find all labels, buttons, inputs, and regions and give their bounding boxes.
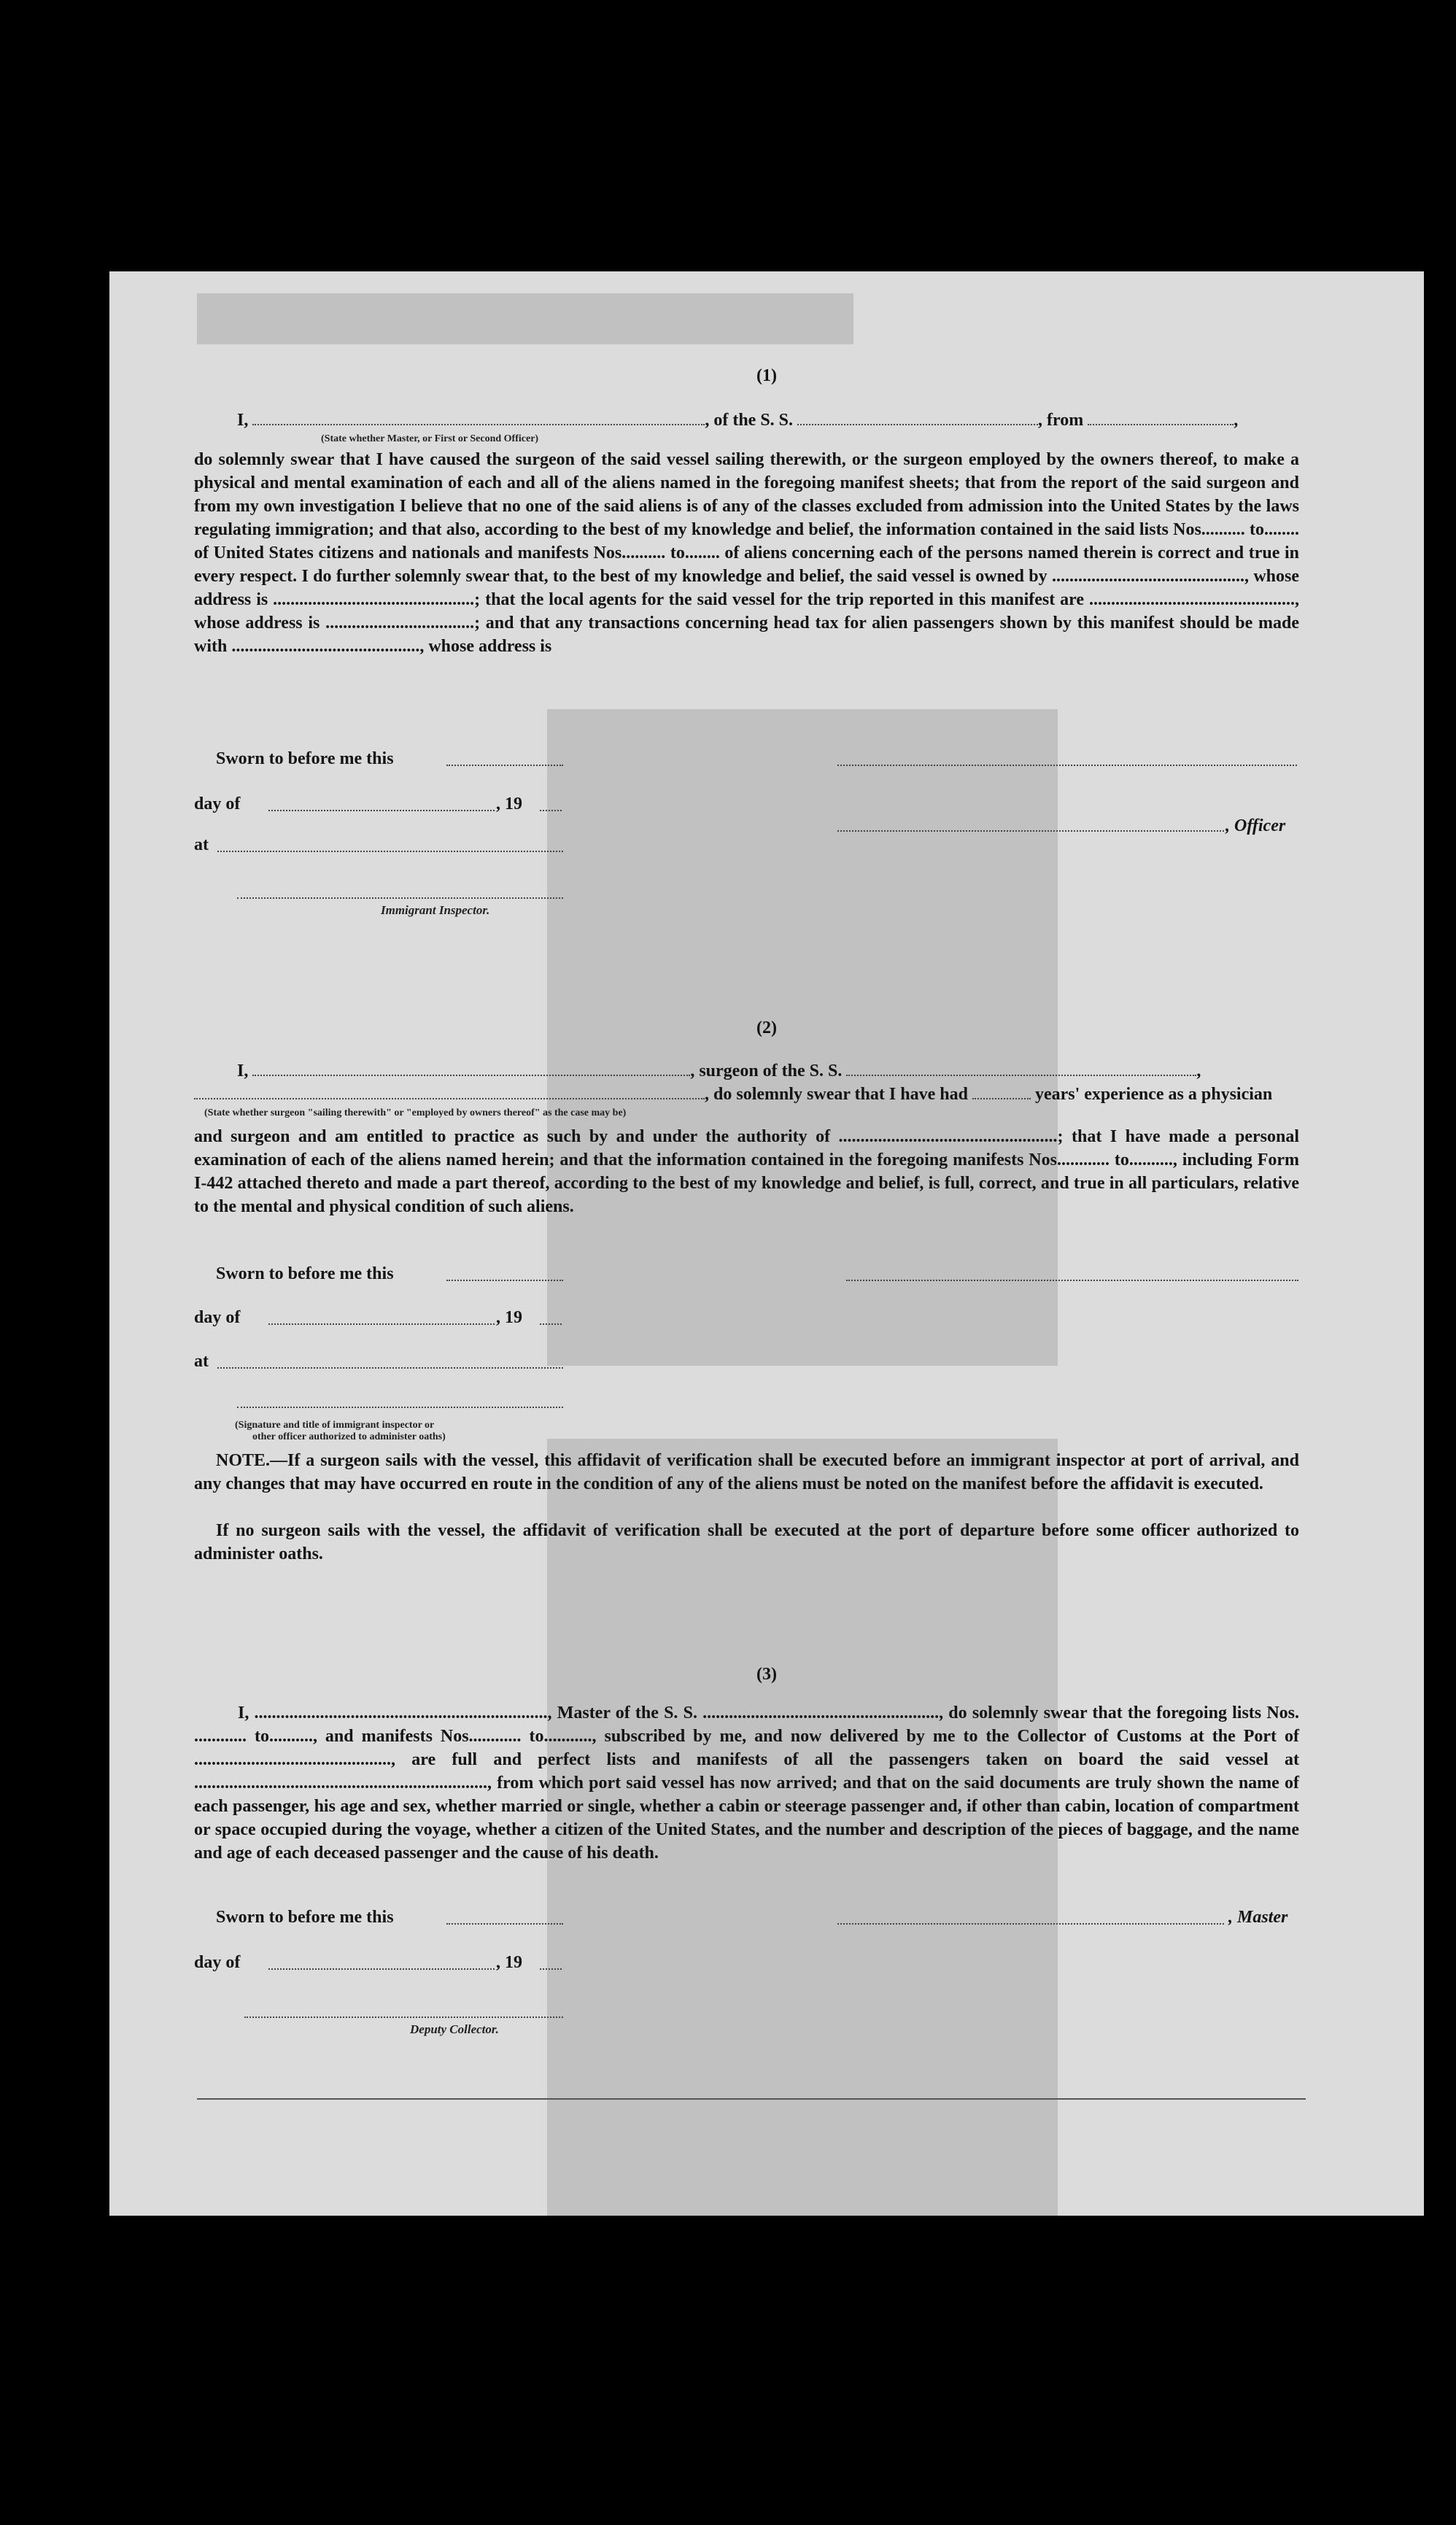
inspector-signature-line-2: [237, 1407, 563, 1408]
at-blank-1: [217, 851, 563, 852]
deputy-collector-label: Deputy Collector.: [410, 2022, 499, 2036]
section-2-line-1: [237, 1059, 1201, 1083]
no-surgeon-note: If no surgeon sails with the vessel, the affidavit of verification shall be executed at the port of departure before some officer authorized to administer oaths.: [194, 1521, 1299, 1563]
signature-caption-2: other officer authorized to administer oaths): [252, 1431, 446, 1442]
sworn-line-3: Sworn to before me this: [216, 1908, 394, 1927]
at-blank-2: [217, 1367, 563, 1369]
sworn-date-blank-3: [446, 1923, 563, 1925]
vessel-name-blank: [797, 409, 1038, 425]
officer-name-blank: [252, 409, 705, 425]
section-3-number: (3): [756, 1665, 777, 1684]
day-of-blank-1: [268, 810, 495, 811]
year-label-1: , 19: [496, 794, 522, 813]
surgeon-ss-label: , surgeon of the S. S.: [690, 1062, 843, 1080]
section-2-line-2: [194, 1083, 1272, 1106]
master-signature-line: [837, 1923, 1224, 1925]
immigrant-inspector-label: Immigrant Inspector.: [381, 903, 490, 917]
section-1-line-1: [237, 409, 1238, 432]
surgeon-vessel-blank: [846, 1060, 1196, 1076]
years-blank: [972, 1083, 1031, 1099]
day-of-blank-2: [268, 1323, 495, 1325]
swear-text: , do solemnly swear that I have had: [705, 1085, 968, 1104]
sworn-line-1: Sworn to before me this: [216, 749, 394, 768]
year-label-3: , 19: [496, 1953, 522, 1972]
officer-signature-line: [837, 765, 1297, 766]
surgeon-caption: (State whether surgeon "sailing therewith" or "employed by owners thereof" as the case may be): [204, 1107, 627, 1118]
from-label: , from: [1038, 411, 1084, 430]
sworn-date-blank-2: [446, 1280, 563, 1281]
section-2-number: (2): [756, 1018, 777, 1037]
surgeon-name-blank: [252, 1060, 690, 1076]
section-2-body: and surgeon and am entitled to practice as such by and under the authority of ..................................................; that I have made a personal examination of each of the aliens named herein; and that the information contained in the foregoing manifests Nos............ to.........., including Form I-442 attached thereto and made a part thereof, according to the best of my knowledge and belief, is full, correct, and true in all particulars, relative to the mental and physical condition of such aliens.: [194, 1127, 1299, 1216]
years-experience-text: years' experience as a physician: [1034, 1085, 1273, 1104]
ss-label: , of the S. S.: [705, 411, 794, 430]
sailing-blank: [194, 1083, 705, 1099]
master-label-text: , Master: [1228, 1908, 1288, 1927]
line-end-comma: ,: [1234, 411, 1239, 430]
collector-signature-line: [244, 2016, 563, 2018]
year-label-2: , 19: [496, 1308, 522, 1327]
signature-caption-1: (Signature and title of immigrant inspector or: [235, 1420, 435, 1431]
surgeon-signature-line: [846, 1280, 1298, 1281]
at-label-1: at: [194, 835, 209, 854]
section-1-number: (1): [756, 366, 777, 385]
sworn-line-2: Sworn to before me this: [216, 1264, 394, 1283]
officer-label-text: , Officer: [1225, 816, 1286, 835]
bleed-through-area: [197, 293, 853, 344]
year-blank-3: [540, 1968, 562, 1970]
i-label: I,: [237, 411, 249, 430]
section-3-body: I, ..................................................................., Master of the S. S. ......................................................, do solemnly swear that the foregoing lists Nos. ............ to.........., and manifests Nos............ to..........., subscribed by me, and now delivered by me to the Collector of Customs at the Port of ............................................., are full and perfect lists and manifests of all the passengers taken on board the said vessel at ..................................................................., from which port said vessel has now arrived; and that on the said documents are truly shown the name of each passenger, his age and sex, whether married or single, whether a cabin or steerage passenger and, if other than cabin, location of compartment or space occupied during the voyage, whether a citizen of the United States, and the number and description of the pieces of baggage, and the name and age of each deceased passenger and the cause of his death.: [194, 1704, 1299, 1863]
i-label-2: I,: [237, 1062, 249, 1080]
inspector-signature-line: [237, 897, 563, 899]
day-of-blank-3: [268, 1968, 495, 1970]
bottom-rule: [197, 2098, 1306, 2100]
from-port-blank: [1088, 409, 1234, 425]
year-blank-1: [540, 810, 562, 811]
surgeon-note: NOTE.—If a surgeon sails with the vessel, this affidavit of verification shall be executed before an immigrant inspector at port of arrival, and any changes that may have occurred en route in the condition of any of the aliens must be noted on the manifest before the affidavit is executed.: [194, 1451, 1299, 1493]
master-label: [1228, 1906, 1287, 1929]
day-of-label-1: day of: [194, 794, 241, 813]
day-of-label-3: day of: [194, 1953, 241, 1972]
at-label-2: at: [194, 1352, 209, 1371]
manifest-back-page: [109, 271, 1424, 2216]
day-of-label-2: day of: [194, 1308, 241, 1327]
section-1-body: do solemnly swear that I have caused the surgeon of the said vessel sailing therewith, or the surgeon employed by the owners thereof, to make a physical and mental examination of each and all of the aliens named in the foregoing manifest sheets; that from the report of the said surgeon and from my own investigation I believe that no one of the said aliens is of any of the classes excluded from admission into the United States by the laws regulating immigration; and that also, according to the best of my knowledge and belief, the information contained in the said lists Nos.......... to........ of United States citizens and nationals and manifests Nos.......... to........ of aliens concerning each of the persons named therein is correct and true in every respect. I do further solemnly swear that, to the best of my knowledge and belief, the said vessel is owned by ............................................, whose address is ..............................................; that the local agents for the said vessel for the trip reported in this manifest are ..............................................., whose address is ..................................; and that any transactions concerning head tax for alien passengers shown by this manifest should be made with ..........................................., whose address is: [194, 450, 1299, 656]
binder-hole-10: [1338, 2220, 1373, 2255]
officer-caption: (State whether Master, or First or Second Officer): [321, 433, 539, 444]
officer-title-blank: [837, 830, 1224, 832]
line-end-comma-2: ,: [1196, 1062, 1201, 1080]
sworn-date-blank: [446, 765, 563, 766]
officer-label: [1225, 814, 1285, 838]
year-blank-2: [540, 1323, 562, 1325]
